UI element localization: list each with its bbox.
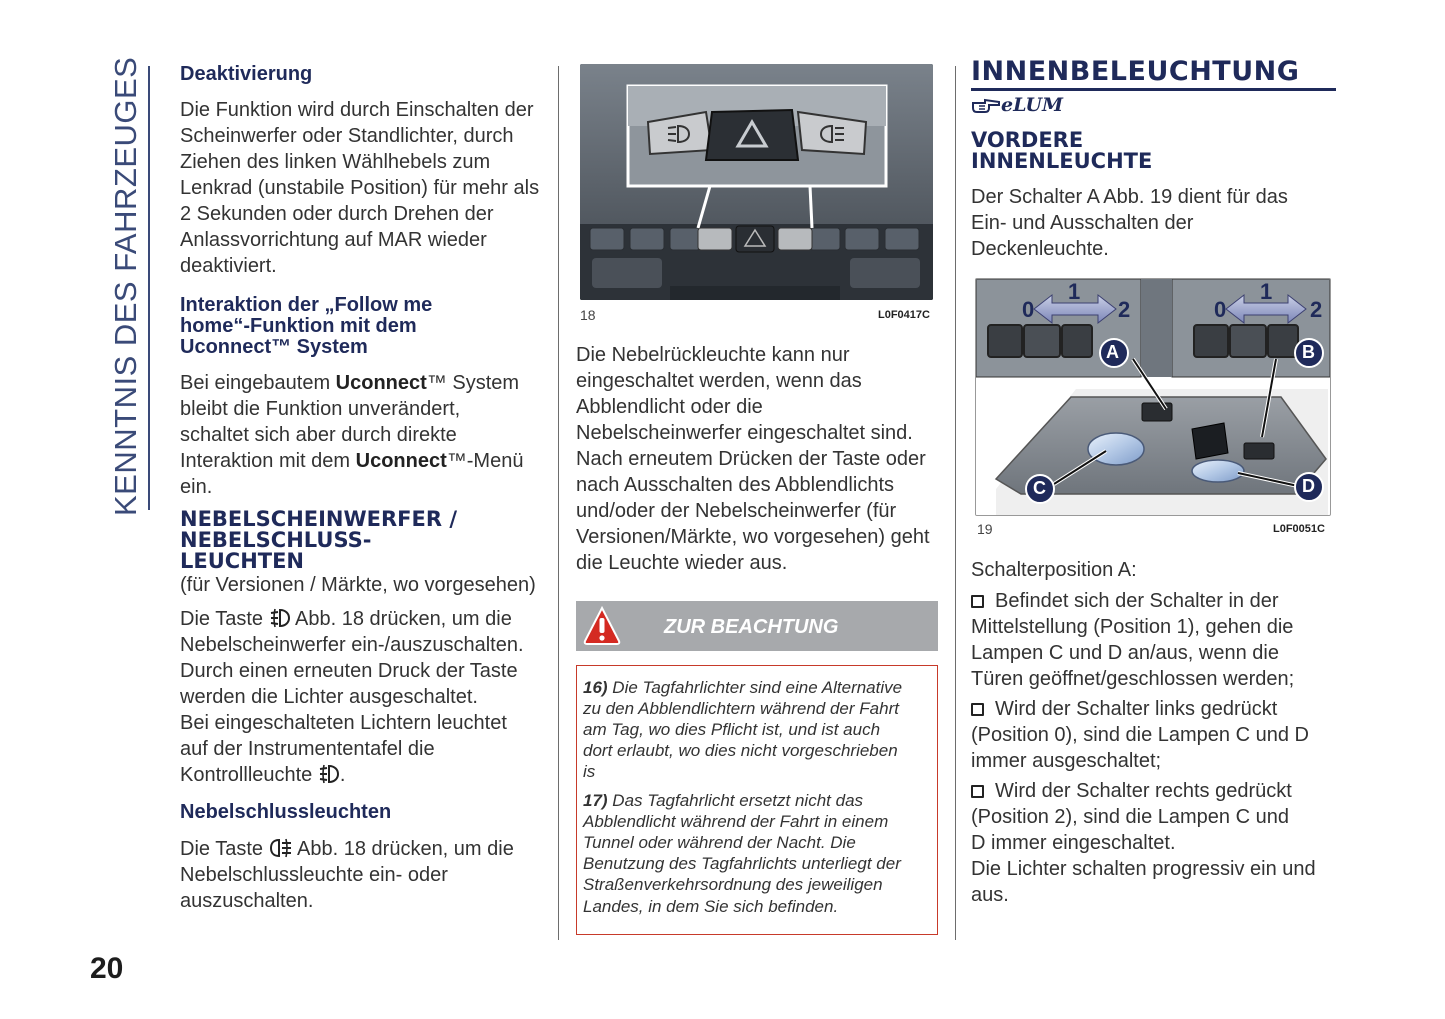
figure-19-ceiling-light xyxy=(975,278,1331,516)
figure-18-number: 18 xyxy=(580,307,596,323)
text-line: Nebelscheinwerfer eingeschaltet sind. xyxy=(576,422,913,444)
text-line: Ziehen des linken Wählhebels zum xyxy=(180,151,491,173)
text-run: Die Tagfahrlichter sind eine Alternative xyxy=(607,678,903,697)
text-line: auszuschalten. xyxy=(180,890,314,912)
text-line: Bei eingeschalteten Lichtern leuchtet xyxy=(180,712,507,734)
warning-title: ZUR BEACHTUNG xyxy=(664,616,839,638)
text-line: schaltet sich aber durch direkte xyxy=(180,424,457,446)
text-line: deaktiviert. xyxy=(180,255,277,277)
text-line: Lampen C und D an/aus, wenn die xyxy=(971,642,1279,664)
heading-line: home“-Funktion mit dem xyxy=(180,315,417,337)
fig19-label-pos1-right: 1 xyxy=(1260,279,1273,304)
text-run: Bei eingebautem xyxy=(180,372,336,394)
heading-underline xyxy=(971,88,1336,91)
note-line xyxy=(583,677,929,698)
text-line xyxy=(180,762,345,791)
elum-label: eLUM xyxy=(1001,94,1064,116)
heading-line: NEBELSCHEINWERFER / xyxy=(180,507,458,531)
figure-19-code: L0F0051C xyxy=(1273,523,1325,535)
note-line: Straßenverkehrsordnung des jeweiligen xyxy=(583,875,883,894)
fig19-label-pos2-right: 2 xyxy=(1310,297,1323,322)
pointing-hand-icon xyxy=(971,94,1001,121)
text-run: Das Tagfahrlicht ersetzt nicht das xyxy=(607,791,864,810)
fig19-label-a: A xyxy=(1106,342,1119,362)
text-line: werden die Lichter ausgeschaltet. xyxy=(180,686,478,708)
heading-line: Uconnect™ System xyxy=(180,336,368,358)
text-run: Kontrollleuchte xyxy=(180,764,318,786)
text-line: die Leuchte wieder aus. xyxy=(576,552,788,574)
text-line: Lenkrad (unstabile Position) für mehr als xyxy=(180,177,540,199)
text-run: ™ System xyxy=(426,372,520,394)
side-chapter-title: KENNTNIS DES FAHRZEUGES xyxy=(108,56,143,516)
note-line: Landes, in dem Sie sich befinden. xyxy=(583,897,839,916)
text-line: nach Ausschalten des Abblendlichts xyxy=(576,474,894,496)
fig19-label-d: D xyxy=(1302,476,1315,496)
figure-19-number: 19 xyxy=(977,521,993,537)
nebel-subtitle: (für Versionen / Märkte, wo vorgesehen) xyxy=(180,574,536,596)
figure-18-code: L0F0417C xyxy=(878,309,930,321)
text-line: Abblendlicht oder die xyxy=(576,396,763,418)
column-divider-2 xyxy=(955,66,956,940)
text-line: Der Schalter A Abb. 19 dient für das xyxy=(971,186,1288,208)
text-line: immer ausgeschaltet; xyxy=(971,750,1162,772)
text-line: Die Lichter schalten progressiv ein und xyxy=(971,858,1316,880)
warning-notes-box xyxy=(576,665,938,935)
text-line: bleibt die Funktion unverändert, xyxy=(180,398,461,420)
note-line: Abblendlicht während der Fahrt in einem xyxy=(583,812,889,831)
uconnect-brand: Uconnect xyxy=(335,372,427,394)
note-line: is xyxy=(583,762,596,781)
heading-line: Interaktion der „Follow me xyxy=(180,294,433,316)
text-line: Anlassvorrichtung auf MAR wieder xyxy=(180,229,487,251)
front-fog-warning-icon xyxy=(318,764,340,791)
text-line: Durch einen erneuten Druck der Taste xyxy=(180,660,518,682)
deaktivierung-heading: Deaktivierung xyxy=(180,63,313,85)
column-divider-1 xyxy=(558,66,559,940)
checkbox-bullet-icon xyxy=(971,595,984,608)
text-line: (Position 0), sind die Lampen C und D xyxy=(971,724,1309,746)
side-divider xyxy=(148,66,150,510)
note-line: Benutzung des Tagfahrlichts unterliegt der xyxy=(583,854,901,873)
text-run: Wird der Schalter links gedrückt xyxy=(995,698,1278,720)
checkbox-bullet-icon xyxy=(971,703,984,716)
text-run: Die Taste xyxy=(180,608,269,630)
text-line: auf der Instrumententafel die xyxy=(180,738,435,760)
rear-fog-light-icon xyxy=(269,838,293,865)
text-line: 2 Sekunden oder durch Drehen der xyxy=(180,203,494,225)
text-line: Mittelstellung (Position 1), gehen die xyxy=(971,616,1294,638)
innenbeleuchtung-heading: INNENBELEUCHTUNG xyxy=(971,56,1300,87)
text-line: Türen geöffnet/geschlossen werden; xyxy=(971,668,1295,690)
note-line xyxy=(583,790,929,811)
heading-line: VORDERE xyxy=(971,128,1084,152)
warning-triangle-icon xyxy=(582,605,622,652)
text-line: eingeschaltet werden, wenn das xyxy=(576,370,862,392)
text-line: Nebelscheinwerfer ein-/auszuschalten. xyxy=(180,634,524,656)
heading-line: LEUCHTEN xyxy=(180,549,305,573)
fig19-label-pos1-left: 1 xyxy=(1068,279,1081,304)
note-line: am Tag, wo dies Pflicht ist, und ist auch xyxy=(583,720,881,739)
heading-line: INNENLEUCHTE xyxy=(971,149,1153,173)
text-line: Die Funktion wird durch Einschalten der xyxy=(180,99,534,121)
text-run: ™-Menü xyxy=(446,450,524,472)
fig19-label-c: C xyxy=(1033,478,1046,498)
text-line: Deckenleuchte. xyxy=(971,238,1109,260)
figure-18-fog-light-buttons xyxy=(580,64,933,300)
text-run: Die Taste xyxy=(180,838,269,860)
text-line: und/oder der Nebelscheinwerfer (für xyxy=(576,500,897,522)
fig19-label-pos2-left: 2 xyxy=(1118,297,1131,322)
text-run: . xyxy=(339,764,346,786)
text-line: Die Nebelrückleuchte kann nur xyxy=(576,344,850,366)
text-line xyxy=(971,778,1292,804)
text-line: D immer eingeschaltet. xyxy=(971,832,1176,854)
text-run: Abb. 18 drücken, um die xyxy=(290,608,512,630)
warning-banner xyxy=(576,601,938,651)
note-line: dort erlaubt, wo dies nicht vorgeschrieben xyxy=(583,741,898,760)
front-fog-light-icon xyxy=(269,608,291,635)
schalterposition-heading: Schalterposition A: xyxy=(971,559,1137,581)
heading-line: NEBELSCHLUSS- xyxy=(180,528,372,552)
text-line: Ein- und Ausschalten der xyxy=(971,212,1194,234)
text-run: Befindet sich der Schalter in der xyxy=(995,590,1279,612)
note-number: 17) xyxy=(583,791,608,810)
fig19-label-pos0-right: 0 xyxy=(1214,297,1227,322)
text-line: ein. xyxy=(180,476,213,498)
uconnect-brand: Uconnect xyxy=(355,450,447,472)
text-line: Scheinwerfer oder Standlichter, durch xyxy=(180,125,514,147)
text-line xyxy=(180,836,514,865)
fig19-label-pos0-left: 0 xyxy=(1022,297,1035,322)
text-line xyxy=(971,588,1279,614)
text-line: Nebelschlussleuchte ein- oder xyxy=(180,864,448,886)
text-line: (Position 2), sind die Lampen C und xyxy=(971,806,1289,828)
page-number: 20 xyxy=(90,952,124,985)
text-line xyxy=(180,370,519,396)
elum-badge xyxy=(971,94,1064,118)
text-run: Interaktion mit dem xyxy=(180,450,356,472)
checkbox-bullet-icon xyxy=(971,785,984,798)
text-line: Versionen/Märkte, wo vorgesehen) geht xyxy=(576,526,930,548)
text-line xyxy=(971,696,1277,722)
text-line xyxy=(180,448,523,474)
text-run: Wird der Schalter rechts gedrückt xyxy=(995,780,1292,802)
note-line: Tunnel oder während der Nacht. Die xyxy=(583,833,856,852)
text-line xyxy=(180,606,512,635)
text-run: Abb. 18 drücken, um die xyxy=(292,838,514,860)
note-number: 16) xyxy=(583,678,608,697)
text-line: aus. xyxy=(971,884,1009,906)
note-line: zu den Abblendlichtern während der Fahrt xyxy=(583,699,899,718)
text-line: Nach erneutem Drücken der Taste oder xyxy=(576,448,926,470)
nebelschluss-heading: Nebelschlussleuchten xyxy=(180,801,392,823)
fig19-label-b: B xyxy=(1302,342,1315,362)
